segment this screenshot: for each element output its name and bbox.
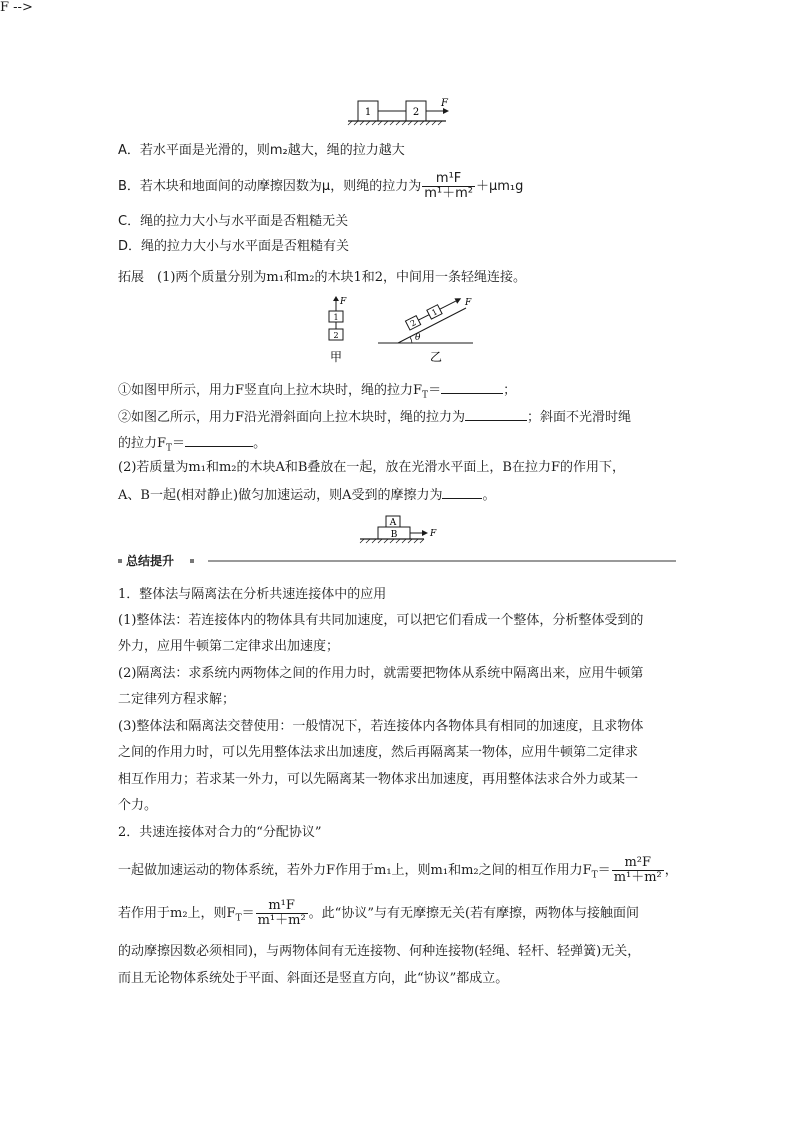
punct: ； <box>503 383 517 398</box>
question-1-text: ①如图甲所示，用力F竖直向上拉木块时，绳的拉力F <box>118 383 423 398</box>
fraction-numerator: m¹F <box>256 899 308 914</box>
option-b-fraction <box>422 172 475 201</box>
fraction <box>256 899 308 928</box>
summary-para: 相互作用力；若求某一外力，可以先隔离某一物体求出加速度，再用整体法求合外力或某一 <box>118 772 639 787</box>
question-3a: (2)若质量为m₁和m₂的木块A和B叠放在一起，放在光滑水平面上，B在拉力F的作用下， <box>118 460 626 475</box>
figure-yi-label: 乙 <box>429 350 443 364</box>
subscript: T <box>422 390 429 401</box>
summary-para: (1)整体法：若连接体内的物体具有共同加速度，可以把它们看成一个整体，分析整体受到的 <box>118 613 644 628</box>
summary-para: 的动摩擦因数必须相同)，与两物体间有无连接物、何种连接物(轻绳、轻杆、轻弹簧)无关， <box>118 944 641 959</box>
bullet-square <box>118 559 122 563</box>
equals: ＝ <box>597 863 611 878</box>
option-a: A．若水平面是光滑的，则m₂越大，绳的拉力越大 <box>118 143 405 158</box>
force-label: F <box>430 529 437 539</box>
block-a-label: A <box>389 518 397 528</box>
force-label: F <box>441 98 448 109</box>
answer-blank[interactable] <box>465 406 527 421</box>
figure-ab <box>360 514 440 546</box>
subscript: T <box>235 913 242 924</box>
angle-label: θ <box>415 333 421 343</box>
summary-para-formula-1 <box>118 856 678 885</box>
equals: ＝ <box>428 383 442 398</box>
summary-para: (3)整体法和隔离法交替使用：一般情况下，若连接体内各物体具有相同的加速度，且求物体 <box>118 719 644 734</box>
summary-title: 总结提升 <box>126 554 175 568</box>
summary-para: 之间的作用力时，可以先用整体法求出加速度，然后再隔离某一物体，应用牛顿第二定律求 <box>118 745 639 760</box>
punct: 。 <box>253 436 267 451</box>
extension-intro: 拓展 (1)两个质量分别为m₁和m₂的木块1和2，中间用一条轻绳连接。 <box>118 270 527 285</box>
summary-para: (2)隔离法：求系统内两物体之间的作用力时，就需要把物体从系统中隔离出来，应用牛顿第 <box>118 666 644 681</box>
text: 一起做加速运动的物体系统，若外力F作用于m₁上，则m₁和m₂之间的相互作用力F <box>118 863 592 878</box>
summary-para: 二定律列方程求解； <box>118 692 236 707</box>
text: 。此“协议”与有无摩擦无关(若有摩擦，两物体与接触面间 <box>308 906 640 921</box>
question-2-text: ②如图乙所示，用力F沿光滑斜面向上拉木块时，绳的拉力为 <box>118 410 466 425</box>
figure-jia-label: 甲 <box>329 350 343 364</box>
fraction-numerator: m²F <box>612 856 664 871</box>
summary-header <box>118 553 676 569</box>
answer-blank[interactable] <box>185 432 253 447</box>
question-3b-text: A、B一起(相对静止)做匀加速运动，则A受到的摩擦力为 <box>118 488 443 503</box>
text: 若作用于m₂上，则F <box>118 906 236 921</box>
option-b <box>118 172 523 201</box>
question-2b <box>118 432 266 454</box>
subscript: T <box>591 870 598 881</box>
option-d: D．绳的拉力大小与水平面是否粗糙有关 <box>118 239 350 254</box>
force-label: F <box>465 298 472 308</box>
summary-para: 外力，应用牛顿第二定律求出加速度； <box>118 639 340 654</box>
option-b-prefix: B．若木块和地面间的动摩擦因数为μ，则绳的拉力为 <box>118 179 422 194</box>
summary-para-formula-2 <box>118 899 639 928</box>
divider <box>208 560 676 562</box>
summary-para: 个力。 <box>118 798 158 813</box>
punct: ， <box>664 863 678 878</box>
summary-heading-1: 1．整体法与隔离法在分析共速连接体中的应用 <box>118 587 387 602</box>
question-2b-text: 的拉力F <box>118 436 167 451</box>
option-b-suffix: ＋μm₁g <box>475 179 524 194</box>
fraction-numerator: m¹F <box>422 172 475 187</box>
answer-blank[interactable] <box>441 379 503 394</box>
block-1-label: 1 <box>430 307 439 318</box>
block-2-label: 2 <box>333 331 339 340</box>
figure-yi <box>378 296 478 366</box>
fraction <box>612 856 664 885</box>
answer-blank[interactable] <box>442 484 482 499</box>
block-1-label: 1 <box>333 313 339 322</box>
block-2-label: 2 <box>408 318 418 329</box>
summary-heading-2: 2．共速连接体对合力的“分配协议” <box>118 825 322 840</box>
question-3b <box>118 484 496 506</box>
fraction-denominator: m¹＋m² <box>257 913 306 928</box>
punct: 。 <box>482 488 496 503</box>
block-1-label: 1 <box>364 107 372 118</box>
force-label: F <box>340 297 347 307</box>
summary-para: 而且无论物体系统处于平面、斜面还是竖直方向，此“协议”都成立。 <box>118 971 509 986</box>
option-c: C．绳的拉力大小与水平面是否粗糙无关 <box>118 214 349 229</box>
block-b-label: B <box>390 530 398 540</box>
fraction-denominator: m¹＋m² <box>424 186 473 201</box>
question-2-tail: ；斜面不光滑时绳 <box>527 410 632 425</box>
figure-jia <box>325 296 355 366</box>
question-1 <box>118 379 516 401</box>
figure-blocks-horizontal <box>348 96 448 130</box>
bullet-square <box>190 559 194 563</box>
question-2 <box>118 406 631 428</box>
equals: ＝ <box>172 436 186 451</box>
subscript: T <box>166 443 173 454</box>
block-2-label: 2 <box>412 107 420 118</box>
fraction-denominator: m¹＋m² <box>613 870 662 885</box>
equals: ＝ <box>241 906 255 921</box>
